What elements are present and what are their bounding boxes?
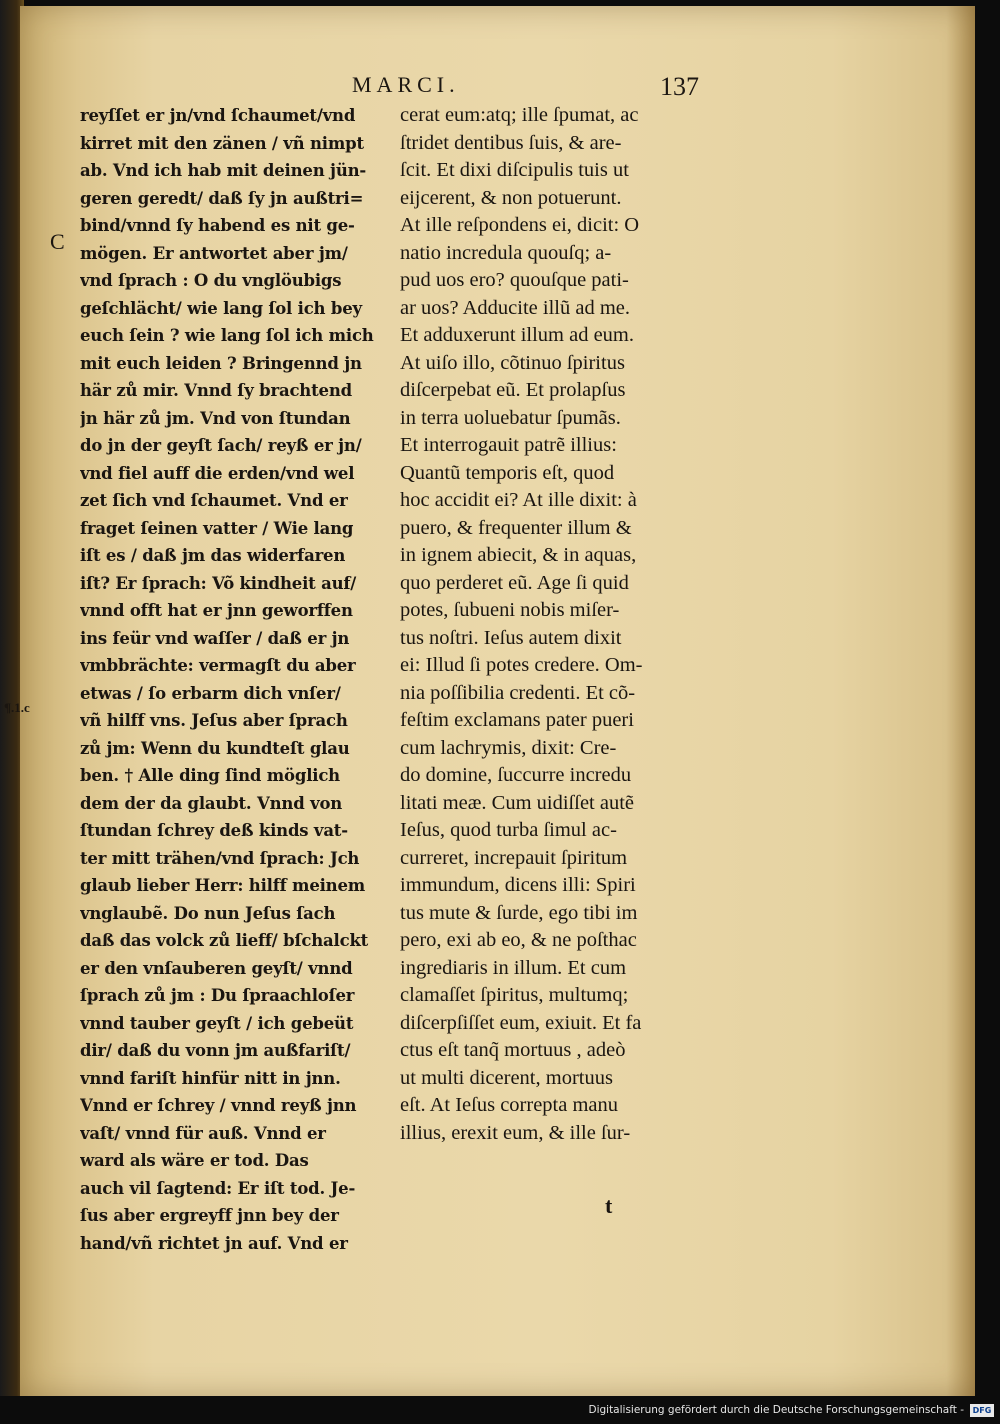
german-text-line: ſtundan ſchrey deß kinds vat- bbox=[80, 821, 348, 840]
latin-text-column bbox=[400, 102, 705, 1147]
signature-mark: t bbox=[605, 1193, 613, 1218]
german-text-line: ben. † Alle ding ſind möglich bbox=[80, 766, 340, 785]
german-text-line: vnnd tauber geyſt / ich gebeüt bbox=[80, 1013, 354, 1033]
german-text-line: ins feür vnd waſſer / daß er jn bbox=[80, 628, 350, 648]
german-text-line: zů jm: Wenn du kundteſt glau bbox=[80, 738, 350, 758]
german-text-line: vnglaubẽ. Do nun Jeſus ſach bbox=[80, 903, 336, 923]
german-text-line: geſchlächt/ wie lang ſol ich bey bbox=[80, 298, 362, 318]
german-text-column bbox=[80, 102, 380, 1257]
german-text-line: etwas / ſo erbarm dich vnſer/ bbox=[80, 683, 341, 703]
german-text-line: iſt es / daß jm das widerfaren bbox=[80, 546, 346, 565]
german-text-line: hand/vñ richtet jn auf. Vnd er bbox=[80, 1233, 348, 1253]
latin-text-line: immundum, dicens illi: Spiri bbox=[400, 874, 636, 896]
latin-text-line: At uiſo illo, cõtinuo ſpiritus bbox=[400, 351, 625, 374]
german-text-line: euch ſein ? wie lang ſol ich mich bbox=[80, 326, 374, 345]
german-text-line: daß das volck zů lieff/ bſchalckt bbox=[80, 931, 369, 950]
latin-text-line: illius, erexit eum, & ille ſur- bbox=[400, 1121, 631, 1144]
latin-text-line: curreret, increpauit ſpiritum bbox=[400, 846, 628, 869]
margin-section-letter: C bbox=[50, 229, 65, 254]
latin-text-line: tus mute & ſurde, ego tibi im bbox=[400, 901, 638, 924]
german-text-line: vñ hilff vns. Jeſus aber ſprach bbox=[80, 711, 348, 730]
latin-text-line: potes, ſubueni nobis miſer- bbox=[400, 599, 620, 621]
digitization-credit: Digitalisierung gefördert durch die Deutsche Forschungsgemeinschaft - bbox=[588, 1404, 964, 1416]
german-text-line: vnd fiel auff die erden/vnd wel bbox=[80, 463, 355, 483]
latin-text-line: cum lachrymis, dixit: Cre- bbox=[400, 736, 617, 759]
latin-text-line: litati meæ. Cum uidiſſet autẽ bbox=[400, 791, 635, 814]
latin-text-line: Et interrogauit patrẽ illius: bbox=[400, 434, 617, 456]
latin-text-line: Quantũ temporis eſt, quod bbox=[400, 461, 615, 484]
latin-text-line: quo perderet eũ. Age ſi quid bbox=[400, 571, 629, 594]
latin-text-line: ſtridet dentibus ſuis, & are- bbox=[400, 131, 622, 154]
latin-text-line: ut multi dicerent, mortuus bbox=[400, 1066, 613, 1089]
german-text-line: zet ſich vnd ſchaumet. Vnd er bbox=[80, 491, 348, 510]
german-text-line: här zů mir. Vnnd ſy brachtend bbox=[80, 381, 352, 400]
latin-text-line: eſt. At Ieſus correpta manu bbox=[400, 1094, 619, 1116]
german-text-line: bind/vnnd ſy habend es nit ge- bbox=[80, 216, 355, 235]
latin-text-line: natio incredula quouſq; a- bbox=[400, 241, 612, 264]
latin-text-line: nia poſſibilia credenti. Et cõ- bbox=[400, 681, 636, 704]
latin-text-line: in ignem abiecit, & in aquas, bbox=[400, 544, 637, 566]
german-text-line: mögen. Er antwortet aber jm/ bbox=[80, 243, 348, 263]
german-text-line: Vnnd er ſchrey / vnnd reyß jnn bbox=[80, 1096, 357, 1115]
latin-text-line: eijcerent, & non potuerunt. bbox=[400, 186, 622, 209]
german-text-line: ſprach zů jm : Du ſpraachloſer bbox=[80, 986, 355, 1005]
latin-text-line: cerat eum:atq; ille ſpumat, ac bbox=[400, 104, 639, 126]
german-text-line: mit euch leiden ? Bringennd jn bbox=[80, 353, 362, 373]
german-text-line: jn här zů jm. Vnd von ſtundan bbox=[80, 408, 351, 428]
german-text-line: do jn der geyſt ſach/ reyß er jn/ bbox=[80, 436, 362, 455]
latin-text-line: diſcerpebat eũ. Et prolapſus bbox=[400, 379, 626, 401]
latin-text-line: puero, & frequenter illum & bbox=[400, 516, 632, 539]
german-text-line: ward als wäre er tod. Das bbox=[80, 1151, 309, 1170]
german-text-line: ter mitt trähen/vnd ſprach: Jch bbox=[80, 848, 360, 868]
german-text-line: vaſt/ vnnd für auß. Vnnd er bbox=[80, 1123, 326, 1143]
german-text-line: geren geredt/ daß ſy jn außtri= bbox=[80, 188, 364, 208]
german-text-line: iſt? Er ſprach: Võ kindheit auf/ bbox=[80, 573, 357, 593]
margin-cross-reference: ¶.1.c bbox=[4, 700, 30, 715]
german-text-line: reyſſet er jn/vnd ſchaumet/vnd bbox=[80, 106, 356, 125]
latin-text-line: diſcerpſiſſet eum, exiuit. Et fa bbox=[400, 1011, 642, 1034]
german-text-line: dir/ daß du vonn jm außfariſt/ bbox=[80, 1041, 351, 1060]
latin-text-line: ar uos? Adducite illũ ad me. bbox=[400, 296, 630, 319]
running-head: MARCI. bbox=[352, 72, 460, 97]
german-text-line: fraget ſeinen vatter / Wie lang bbox=[80, 518, 354, 538]
latin-text-line: hoc accidit ei? At ille dixit: à bbox=[400, 489, 637, 511]
german-text-line: vnnd offt hat er jnn geworffen bbox=[80, 601, 353, 620]
page-number: 137 bbox=[660, 72, 699, 101]
german-text-line: vnd ſprach : O du vnglöubigs bbox=[80, 271, 342, 290]
latin-text-line: pud uos ero? quouſque pati- bbox=[400, 269, 629, 291]
latin-text-line: ſcit. Et dixi diſcipulis tuis ut bbox=[400, 159, 629, 181]
latin-text-line: ctus eſt tanq̃ mortuus , adeò bbox=[400, 1039, 626, 1061]
german-text-line: auch vil ſagtend: Er iſt tod. Je- bbox=[80, 1178, 356, 1198]
german-text-line: dem der da glaubt. Vnnd von bbox=[80, 793, 343, 813]
latin-text-line: Et adduxerunt illum ad eum. bbox=[400, 324, 634, 346]
latin-text-line: do domine, ſuccurre incredu bbox=[400, 764, 632, 786]
german-text-line: ab. Vnd ich hab mit deinen jün- bbox=[80, 161, 367, 180]
page-header bbox=[0, 72, 1000, 102]
latin-text-line: At ille reſpondens ei, dicit: O bbox=[400, 214, 640, 236]
latin-text-line: in terra uoluebatur ſpumãs. bbox=[400, 406, 621, 429]
latin-text-line: clamaſſet ſpiritus, multumq; bbox=[400, 984, 629, 1006]
german-text-line: kirret mit den zänen / vñ nimpt bbox=[80, 133, 364, 153]
latin-text-line: pero, exi ab eo, & ne poſthac bbox=[400, 929, 637, 951]
latin-text-line: ingrediaris in illum. Et cum bbox=[400, 956, 627, 979]
german-text-line: glaub lieber Herr: hilff meinem bbox=[80, 876, 366, 895]
german-text-line: vmbbrächte: vermagſt du aber bbox=[80, 656, 356, 675]
latin-text-line: Ieſus, quod turba ſimul ac- bbox=[400, 819, 617, 841]
latin-text-line: tus noſtri. Ieſus autem dixit bbox=[400, 626, 622, 649]
german-text-line: er den vnſauberen geyſt/ vnnd bbox=[80, 958, 353, 978]
german-text-line: ſus aber ergreyff jnn bey der bbox=[80, 1206, 339, 1225]
german-text-line: vnnd fariſt hinfür nitt in jnn. bbox=[80, 1068, 341, 1088]
dfg-logo-icon: DFG bbox=[970, 1404, 994, 1417]
digitization-footer bbox=[0, 1396, 1000, 1424]
latin-text-line: ei: Illud ſi potes credere. Om- bbox=[400, 654, 643, 676]
latin-text-line: feſtim exclamans pater pueri bbox=[400, 709, 634, 731]
